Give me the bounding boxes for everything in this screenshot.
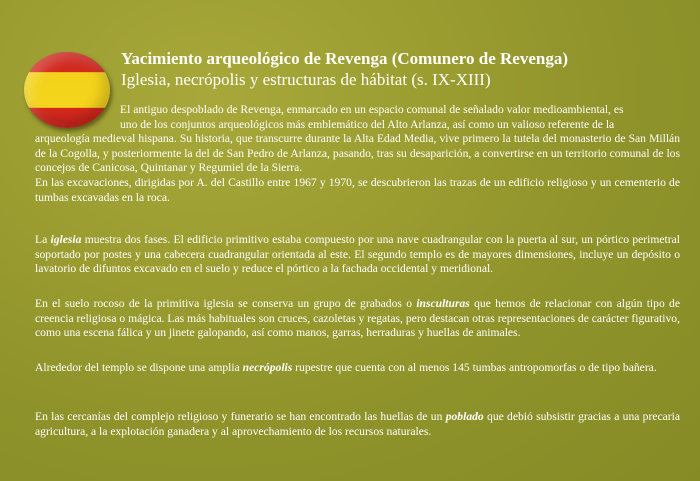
iglesia-text-pre: La (35, 233, 51, 246)
page-title: Yacimiento arqueológico de Revenga (Comunero de Revenga) (121, 49, 568, 68)
intro-line-3: arqueología medieval hispana. Su historia, que transcurre durante la Alta Edad Media, vive primero la tutela del monasterio de San Millán de la Cogolla, y posteriormente la del de San Pedro de Arlanza, pasando, tras su desaparición, a convertirse en un territorio comunal de los concejos de Canicosa, Quintanar y Regumiel de la Sierra. (35, 132, 680, 175)
insculturas-text-pre: En el suelo rocoso de la primitiva iglesia se conserva un grupo de grabados o (35, 297, 417, 310)
paragraph-poblado (35, 410, 680, 439)
keyword-poblado: poblado (445, 410, 484, 423)
page-subtitle: Iglesia, necrópolis y estructuras de hábitat (s. IX-XIII) (121, 70, 491, 89)
necropolis-text-pre: Alrededor del templo se dispone una amplia (35, 361, 243, 374)
paragraph-iglesia (35, 233, 680, 277)
insculturas-text-post: que hemos de relacionar con algún tipo de creencia religiosa o mágica. Las más habituales son cruces, cazoletas y regatas, pero destacan otras representaciones de carácter figurativo, como una escena fálica y un jinete galopando, así como manos, garras, herraduras y huellas de animales. (35, 297, 680, 340)
intro-excavations: En las excavaciones, dirigidas por A. del Castillo entre 1967 y 1970, se descubrieron las trazas de un edificio religioso y un cementerio de tumbas excavadas en la roca. (35, 175, 680, 204)
iglesia-text-post: muestra dos fases. El edificio primitivo estaba compuesto por una nave cuadrangular con la puerta al sur, un pórtico perimetral soportado por postes y una cabecera cuadrangular orientada al este. El segundo templo es de mayores dimensiones, incluye un depósito o lavatorio de difuntos excavado en el suelo y reduce el pórtico a la fachada occidental y meridional. (35, 233, 680, 276)
poblado-text-post: que debió subsistir gracias a una precaria agricultura, a la explotación ganadera y al aprovechamiento de los recursos naturales. (35, 410, 681, 438)
keyword-necropolis: necrópolis (242, 361, 293, 374)
paragraph-intro (35, 103, 680, 205)
necropolis-text-post: rupestre que cuenta con al menos 145 tumbas antropomorfas o de tipo bañera. (292, 361, 657, 374)
intro-line-2: uno de los conjuntos arqueológicos más emblemático del Alto Arlanza, así como un valioso referente de la (120, 117, 615, 131)
paragraph-necropolis (35, 361, 680, 376)
keyword-insculturas: insculturas (416, 297, 470, 310)
paragraph-insculturas (35, 297, 680, 341)
intro-line-1: El antiguo despoblado de Revenga, enmarcado en un espacio comunal de señalado valor medioambiental, es (120, 103, 624, 116)
keyword-iglesia: iglesia (50, 233, 82, 246)
poblado-text-pre: En las cercanías del complejo religioso y funerario se han encontrado las huellas de un (35, 410, 446, 423)
